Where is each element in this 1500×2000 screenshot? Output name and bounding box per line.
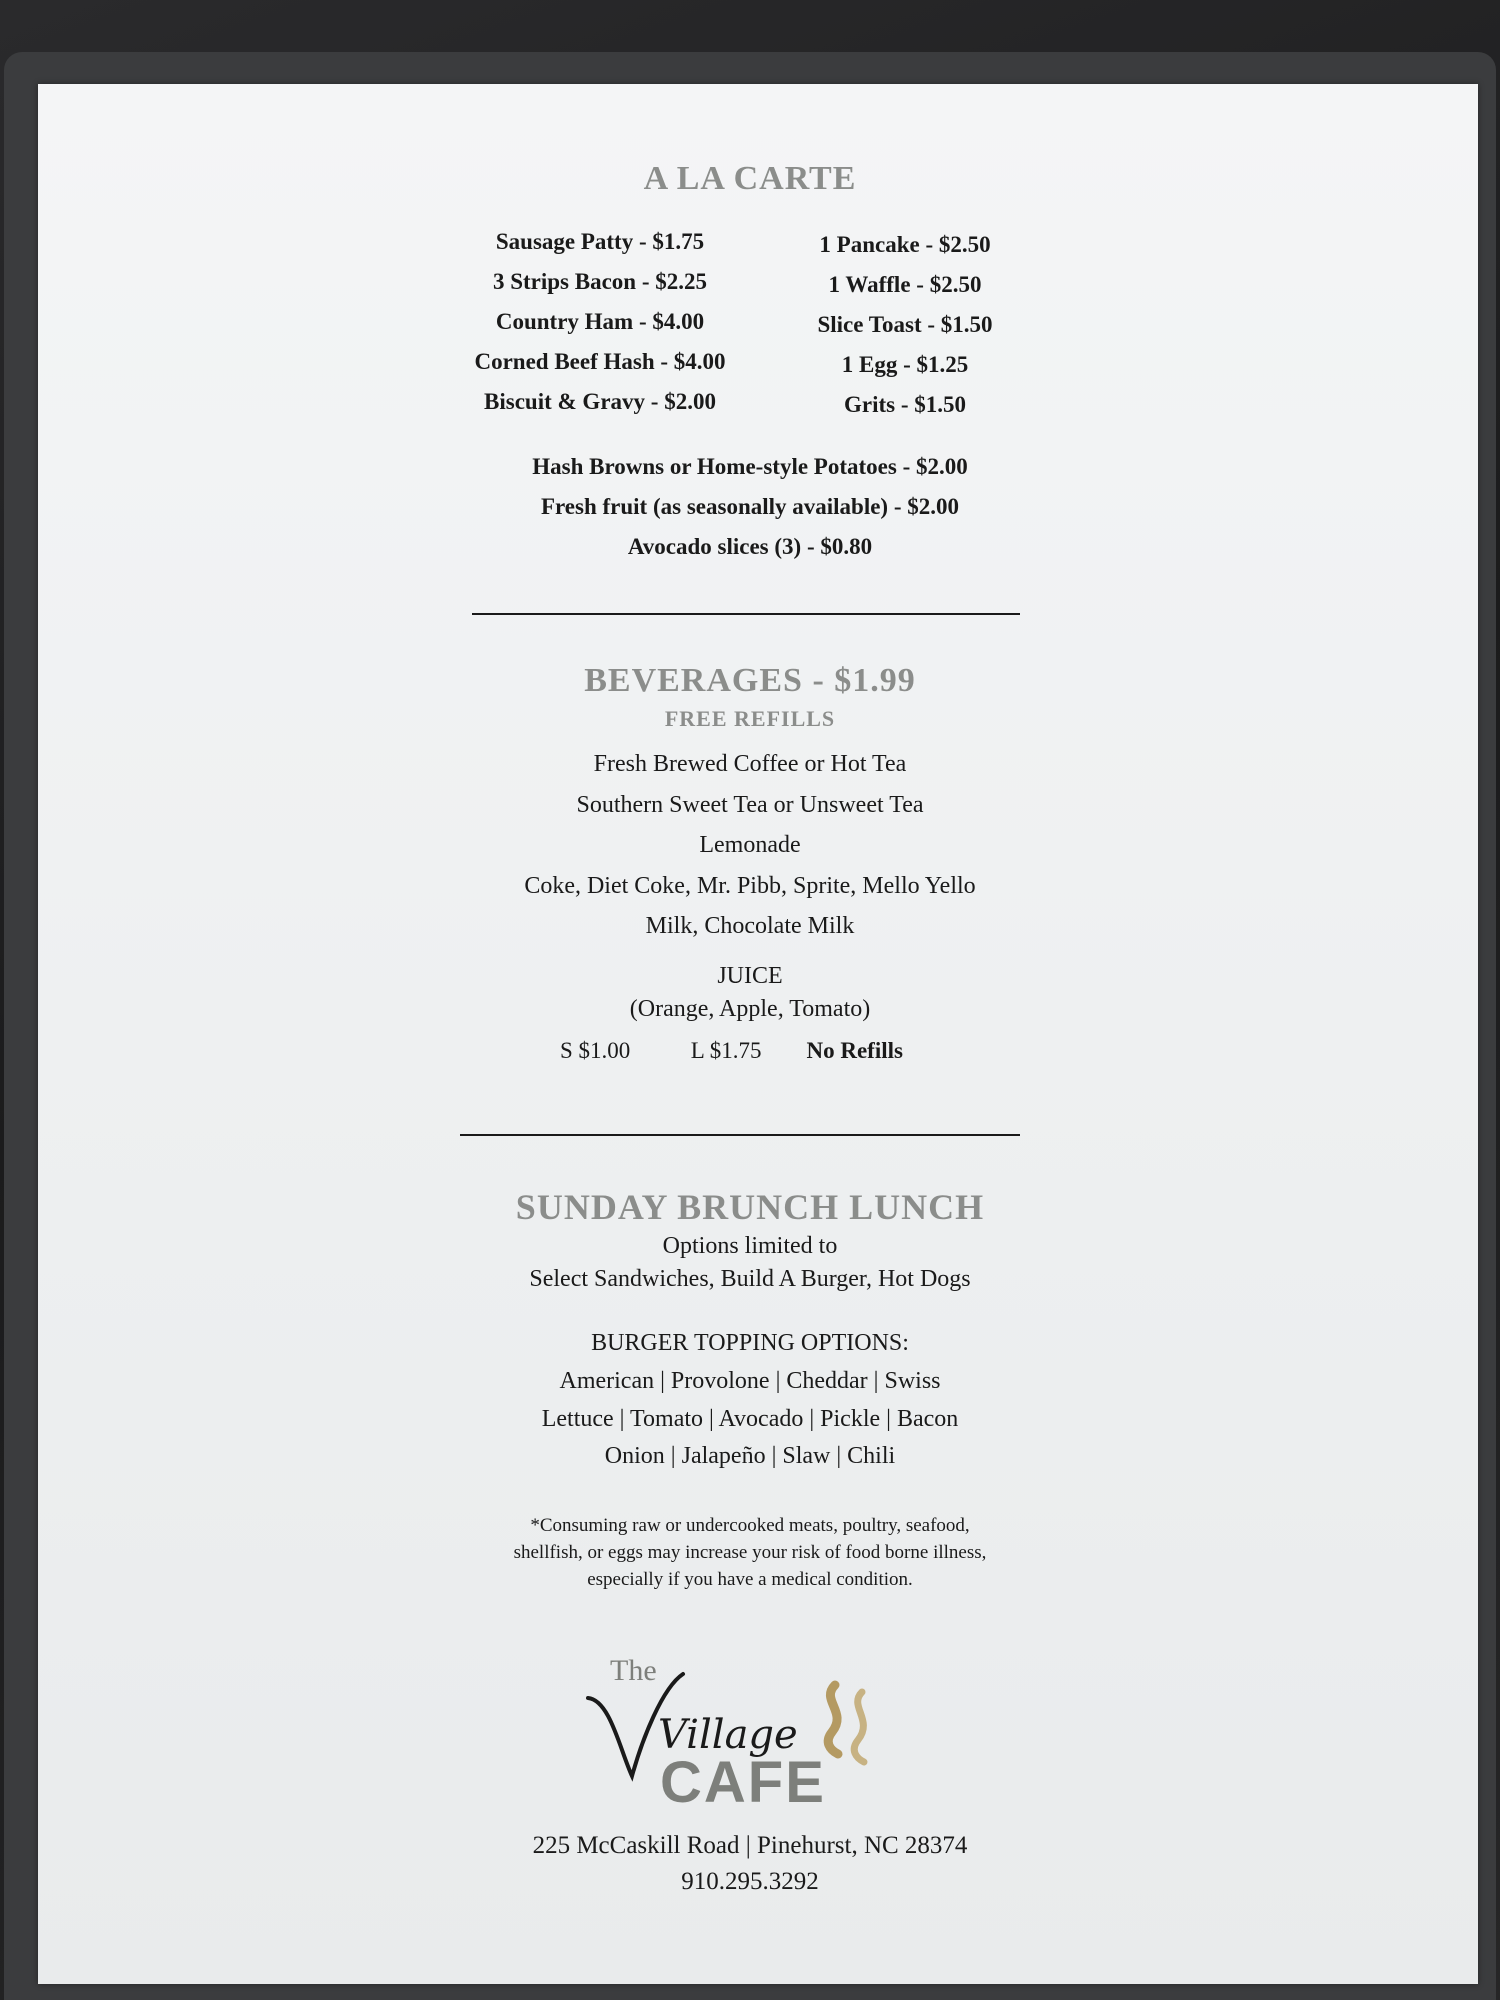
a-la-carte-title: A LA CARTE: [643, 160, 857, 197]
menu-item: Fresh fruit (as seasonally available) - $2.00: [540, 494, 960, 519]
juice-large-price: L $1.75: [690, 1038, 762, 1063]
menu-item: 1 Pancake - $2.50: [819, 232, 991, 257]
toppings-line: Onion | Jalapeño | Slaw | Chili: [604, 1443, 896, 1469]
beverage-item: Lemonade: [699, 832, 801, 858]
a-la-carte-left-column: [440, 222, 760, 422]
brunch-note: Options limited to: [662, 1233, 838, 1259]
logo-word-cafe: CAFE: [660, 1750, 826, 1815]
menu-item: Country Ham - $4.00: [495, 309, 705, 334]
menu-item: Grits - $1.50: [843, 392, 966, 417]
section-divider: [472, 613, 1020, 615]
juice-types: (Orange, Apple, Tomato): [629, 996, 871, 1022]
village-cafe-logo: [580, 1640, 890, 1820]
juice-small-price: S $1.00: [560, 1038, 631, 1063]
food-safety-disclaimer: [440, 1512, 1060, 1593]
menu-item: Slice Toast - $1.50: [817, 312, 993, 337]
toppings-line: American | Provolone | Cheddar | Swiss: [559, 1368, 941, 1394]
juice-refill-note: No Refills: [806, 1038, 903, 1063]
toppings-heading: BURGER TOPPING OPTIONS:: [591, 1330, 909, 1356]
disclaimer-line: especially if you have a medical condition.: [587, 1569, 913, 1590]
menu-item: 3 Strips Bacon - $2.25: [492, 269, 708, 294]
menu-item: 1 Egg - $1.25: [841, 352, 969, 377]
logo-graphic: [580, 1640, 890, 1820]
disclaimer-line: *Consuming raw or undercooked meats, poultry, seafood,: [530, 1515, 970, 1536]
menu-item: Hash Browns or Home-style Potatoes - $2.00: [532, 454, 968, 479]
beverage-item: Coke, Diet Coke, Mr. Pibb, Sprite, Mello Yello: [524, 873, 976, 899]
menu-item: Avocado slices (3) - $0.80: [627, 534, 873, 559]
logo-word-the: The: [610, 1654, 657, 1687]
juice-heading: JUICE: [717, 963, 783, 989]
beverages-subtitle: FREE REFILLS: [664, 706, 836, 731]
juice-prices: [560, 1031, 903, 1071]
sunday-brunch-title: SUNDAY BRUNCH LUNCH: [515, 1187, 985, 1227]
toppings-line: Lettuce | Tomato | Avocado | Pickle | Bacon: [541, 1406, 959, 1432]
beverage-item: Southern Sweet Tea or Unsweet Tea: [576, 792, 924, 818]
beverage-item: Milk, Chocolate Milk: [645, 913, 855, 939]
a-la-carte-right-column: [790, 225, 1020, 425]
section-divider: [460, 1134, 1020, 1136]
brunch-note: Select Sandwiches, Build A Burger, Hot Dogs: [529, 1266, 971, 1292]
beverages-title: BEVERAGES - $1.99: [584, 662, 916, 699]
cafe-address: 225 McCaskill Road | Pinehurst, NC 28374: [532, 1832, 968, 1859]
steam-icon: [854, 1692, 864, 1762]
menu-item: Corned Beef Hash - $4.00: [474, 349, 726, 374]
menu-item: Biscuit & Gravy - $2.00: [484, 389, 716, 414]
steam-icon: [828, 1685, 838, 1754]
menu-item: 1 Waffle - $2.50: [828, 272, 982, 297]
beverage-item: Fresh Brewed Coffee or Hot Tea: [593, 751, 907, 777]
menu-item: Sausage Patty - $1.75: [495, 229, 705, 254]
disclaimer-line: shellfish, or eggs may increase your risk of food borne illness,: [513, 1542, 987, 1563]
cafe-phone: 910.295.3292: [681, 1868, 819, 1895]
logo-word-village: Village: [658, 1712, 798, 1758]
